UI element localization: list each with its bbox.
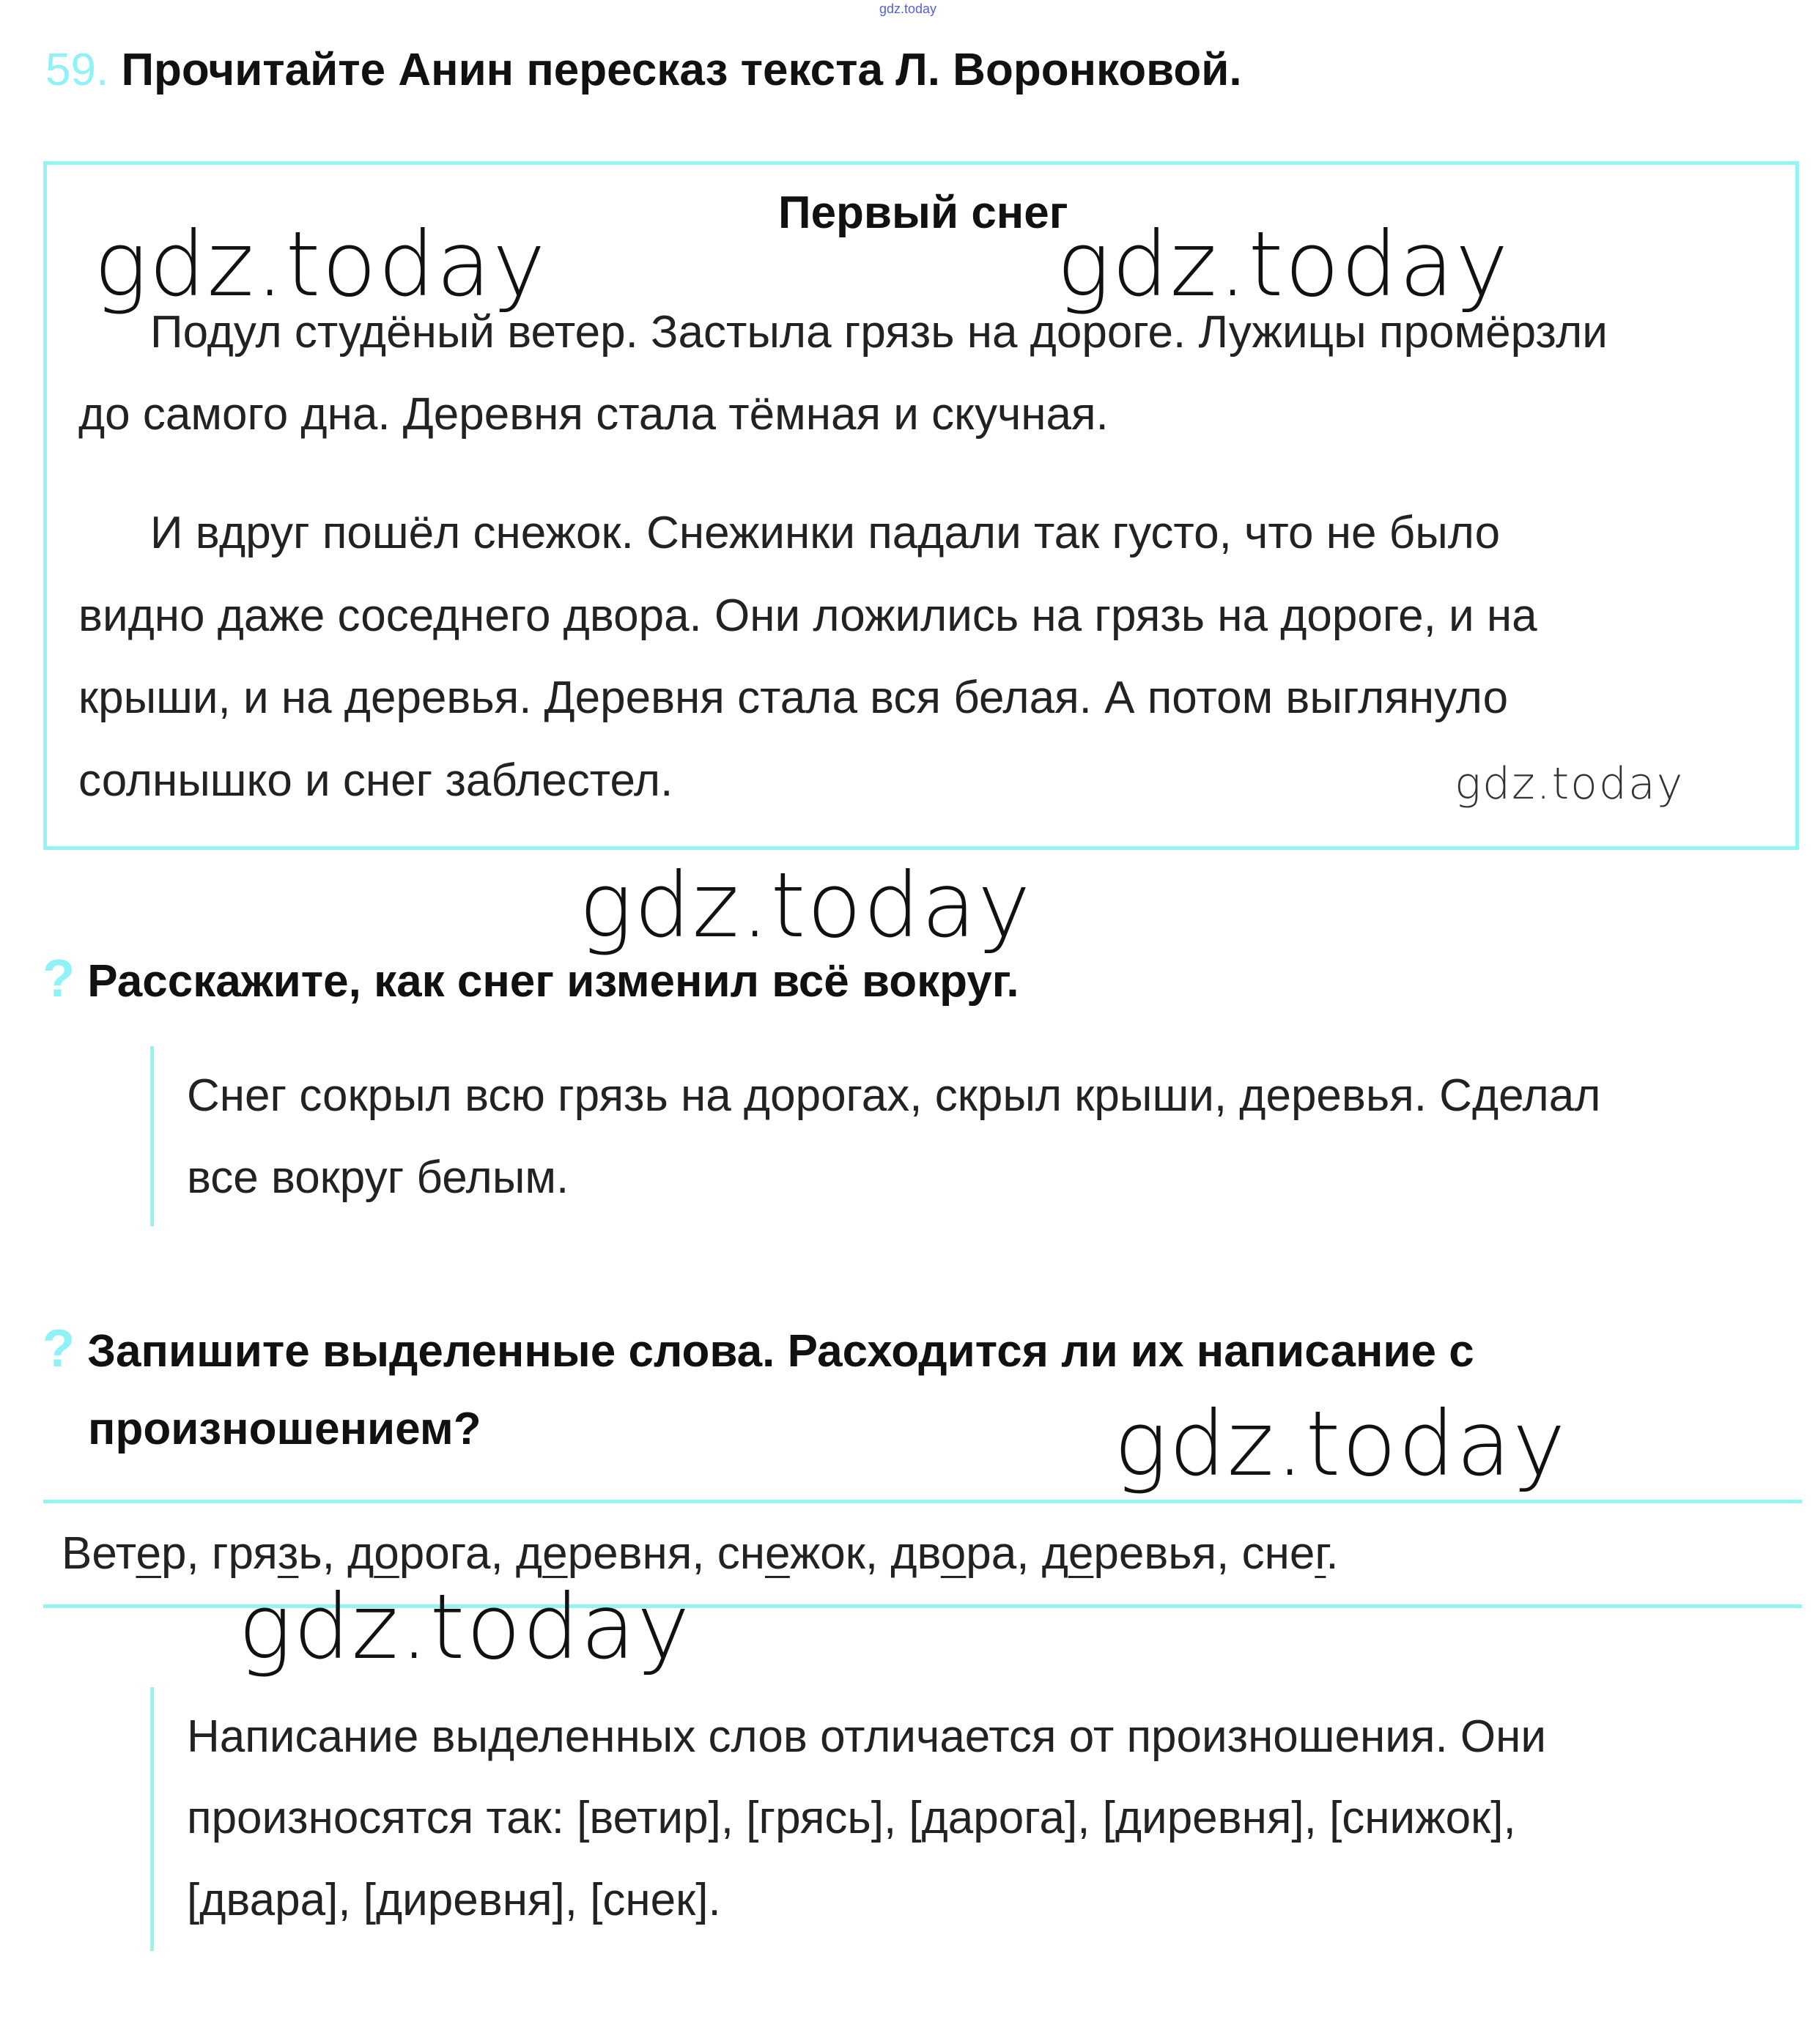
story-line: крыши, и на деревья. Деревня стала вся белая. А потом выглянуло [78, 673, 1509, 723]
highlighted-word: деревья, [1041, 1528, 1242, 1579]
watermark: gdz.today [94, 212, 547, 316]
answer-line: все вокруг белым. [187, 1152, 569, 1203]
watermark: gdz.today [579, 853, 1032, 958]
story-line: Подул студёный ветер. Застыла грязь на дороге. Лужицы промёрзли [150, 307, 1608, 358]
question-text: Расскажите, как снег изменил всё вокруг. [87, 956, 1019, 1007]
underlined-letter: з [277, 1528, 299, 1579]
story-line: видно даже соседнего двора. Они ложились на грязь на дороге, и на [78, 590, 1537, 641]
story-line: солнышко и снег заблестел. [78, 755, 673, 806]
underlined-letter: е [765, 1528, 790, 1579]
answer-line: произносятся так: [ветир], [грясь], [дарога], [диревня], [снижок], [187, 1793, 1516, 1843]
underlined-letter: е [1068, 1528, 1094, 1579]
highlighted-word: дорога, [347, 1528, 516, 1579]
watermark: gdz.today [238, 1575, 692, 1679]
highlighted-word: двора, [890, 1528, 1042, 1579]
question-2 [43, 1319, 1474, 1379]
question-mark-icon: ? [43, 949, 75, 1008]
exercise-number: 59. [45, 45, 109, 95]
highlighted-word: деревня, [515, 1528, 717, 1579]
watermark: gdz.today [1057, 212, 1510, 316]
answer-line: Снег сокрыл всю грязь на дорогах, скрыл крыши, деревья. Сделал [187, 1070, 1601, 1121]
watermark: gdz.today [1114, 1392, 1567, 1496]
story-line: И вдруг пошёл снежок. Снежинки падали так густо, что не было [150, 508, 1501, 558]
highlighted-word: Ветер, [62, 1528, 212, 1579]
watermark: gdz.today [1455, 758, 1685, 810]
question-text: Запишите выделенные слова. Расходится ли их написание с [87, 1326, 1474, 1377]
question-text-cont: произношением? [88, 1404, 481, 1454]
answer-line: [двара], [диревня], [снек]. [187, 1875, 721, 1925]
highlighted-word: снежок, [717, 1528, 891, 1579]
question-1 [43, 949, 1019, 1009]
highlighted-word: грязь, [211, 1528, 348, 1579]
top-watermark: gdz.today [879, 1, 937, 16]
underlined-letter: о [374, 1528, 399, 1579]
answer-line: Написание выделенных слов отличается от произношения. Они [187, 1711, 1547, 1762]
highlighted-word: снег. [1241, 1528, 1339, 1579]
exercise-title: Прочитайте Анин пересказ текста Л. Воронковой. [121, 45, 1242, 95]
underlined-letter: о [940, 1528, 967, 1579]
question-mark-icon: ? [43, 1319, 75, 1378]
divider-top [43, 1500, 1802, 1503]
story-line: до самого дна. Деревня стала тёмная и скучная. [78, 389, 1109, 440]
exercise-heading [45, 44, 1242, 96]
underlined-letter: е [136, 1528, 161, 1579]
underlined-letter: г [1315, 1528, 1326, 1579]
underlined-letter: е [542, 1528, 568, 1579]
highlighted-words [62, 1528, 1339, 1580]
answer-bar [150, 1046, 154, 1226]
story-title: Первый снег [778, 188, 1068, 238]
answer-bar [150, 1687, 154, 1951]
